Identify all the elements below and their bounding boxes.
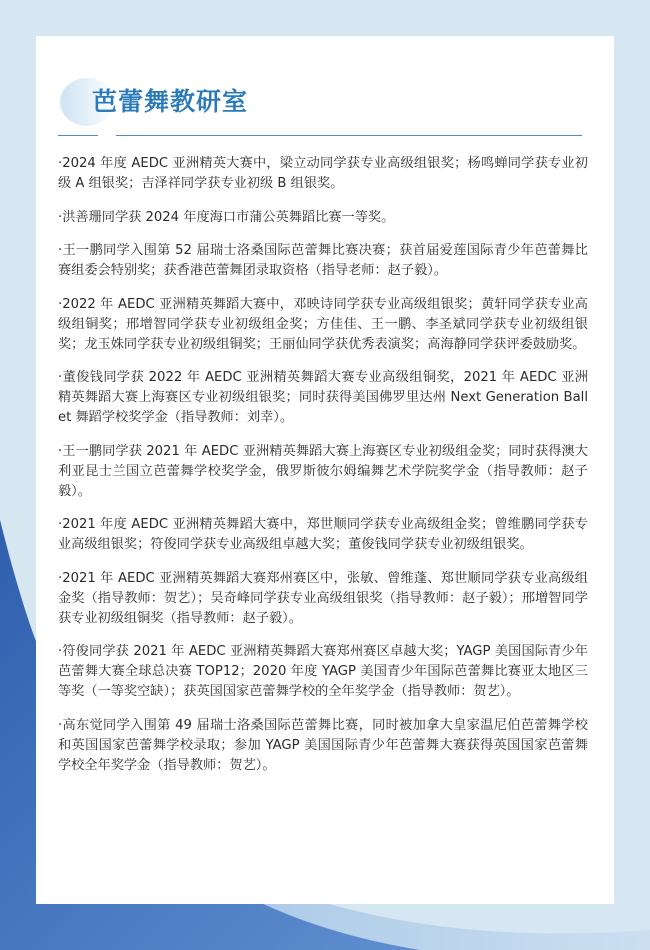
achievement-item: ·董俊钱同学获 2022 年 AEDC 亚洲精英舞蹈大赛专业高级组铜奖，2021 年 AEDC 亚洲精英舞蹈大赛上海赛区专业初级组银奖；同时获得美国佛罗里达州 Next Generation Ballet 舞蹈学校奖学金（指导教师：刘幸）。 xyxy=(58,370,588,425)
achievement-item: ·2022 年 AEDC 亚洲精英舞蹈大赛中，邓映诗同学获专业高级组银奖；黄轩同学获专业高级组铜奖；邢增智同学获专业初级组金奖；方佳佳、王一鹏、李圣斌同学获专业初级组银奖；龙玉姝同学获专业初级组铜奖；王丽仙同学获优秀表演奖；高海静同学获评委鼓励奖。 xyxy=(58,296,588,352)
achievement-list xyxy=(58,154,588,789)
achievement-item: ·王一鹏同学获 2021 年 AEDC 亚洲精英舞蹈大赛上海赛区专业初级组金奖；同时获得澳大利亚昆士兰国立芭蕾舞学校奖学金，俄罗斯彼尔姆编舞艺术学院奖学金（指导教师：赵子毅）。 xyxy=(58,443,588,499)
header-divider xyxy=(116,135,582,136)
page-title: 芭蕾舞教研室 xyxy=(92,87,249,116)
content-card xyxy=(36,36,614,904)
achievement-item: ·符俊同学获 2021 年 AEDC 亚洲精英舞蹈大赛郑州赛区卓越大奖；YAGP 美国国际青少年芭蕾舞大赛全球总决赛 TOP12；2020 年度 YAGP 美国青少年国际芭蕾舞比赛亚太地区三等奖（一等奖空缺）；获英国国家芭蕾舞学校的全年奖学金（指导教师：贺艺）。 xyxy=(58,644,588,699)
achievement-item: ·2024 年度 AEDC 亚洲精英大赛中，梁立动同学获专业高级组银奖；杨鸣蝉同学获专业初级 A 组银奖；吉泽祥同学获专业初级 B 组银奖。 xyxy=(58,156,588,191)
achievement-item: ·2021 年度 AEDC 亚洲精英舞蹈大赛中，郑世顺同学获专业高级组金奖；曾维鹏同学获专业高级组银奖；符俊同学获专业高级组卓越大奖；董俊钱同学获专业初级组银奖。 xyxy=(58,517,588,552)
achievement-item: ·高东觉同学入围第 49 届瑞士洛桑国际芭蕾舞比赛，同时被加拿大皇家温尼伯芭蕾舞学校和英国国家芭蕾舞学校录取；参加 YAGP 美国国际青少年芭蕾舞大赛获得英国国家芭蕾舞学校全年奖学金（指导教师：贺艺）。 xyxy=(58,717,588,773)
achievement-item: ·2021 年 AEDC 亚洲精英舞蹈大赛郑州赛区中，张敏、曾维蓬、郑世顺同学获专业高级组金奖（指导教师：贺艺）；吴奇峰同学获专业高级组银奖（指导教师：赵子毅）；邢增智同学获专业初级组铜奖（指导教师：赵子毅）。 xyxy=(58,570,588,626)
achievement-item: ·洪善珊同学获 2024 年度海口市蒲公英舞蹈比赛一等奖。 xyxy=(58,209,395,225)
achievement-item: ·王一鹏同学入围第 52 届瑞士洛桑国际芭蕾舞比赛决赛；获首届爱莲国际青少年芭蕾舞比赛组委会特别奖；获香港芭蕾舞团录取资格（指导老师：赵子毅）。 xyxy=(58,243,588,278)
section-header xyxy=(60,74,580,134)
header-divider-left xyxy=(58,135,98,136)
